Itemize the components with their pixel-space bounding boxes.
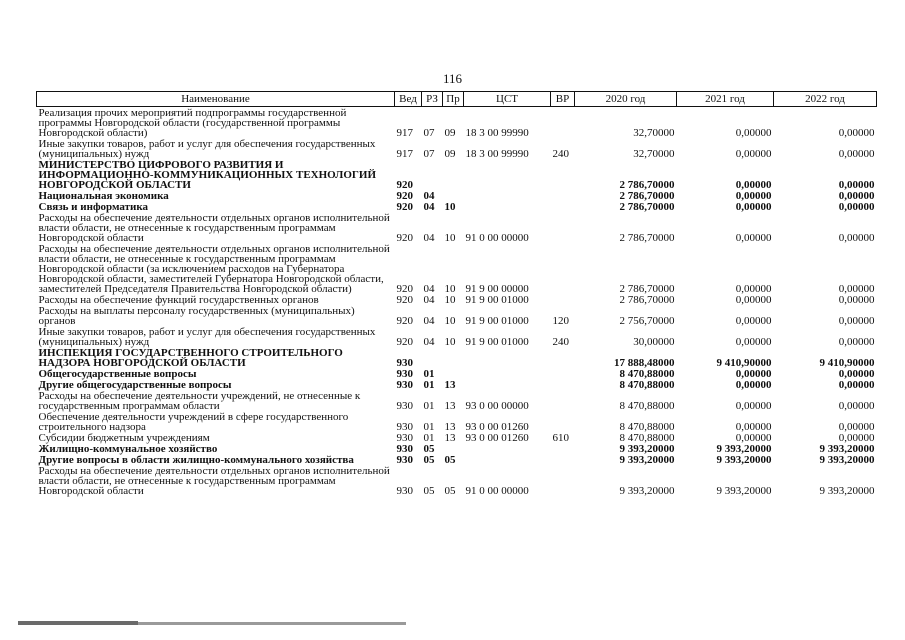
cell-2020: 9 393,20000	[619, 454, 675, 466]
cell-2020: 2 786,70000	[619, 283, 675, 295]
cell-2022: 9 393,20000	[819, 454, 875, 466]
cell-2021: 0,00000	[735, 368, 772, 380]
table-row	[37, 347, 877, 368]
cell-cst: 91 9 00 00000	[465, 283, 529, 295]
cell-vr: 240	[552, 148, 569, 160]
cell-2021: 0,00000	[735, 315, 772, 327]
cell-name: Расходы на обеспечение деятельности учреждений, не отнесенные к государственным программам области	[38, 390, 361, 412]
table-row	[37, 190, 877, 201]
cell-cst	[464, 443, 551, 454]
cell-cst: 18 3 00 99990	[465, 127, 529, 139]
cell-2021: 0,00000	[735, 379, 772, 391]
cell-cst: 93 0 00 01260	[465, 421, 529, 433]
cell-2020: 32,70000	[633, 148, 675, 160]
cell-rz: 04	[423, 294, 435, 306]
table-row	[37, 432, 877, 443]
cell-2022: 0,00000	[838, 432, 875, 444]
table-row	[37, 107, 877, 139]
cell-cst: 91 0 00 00000	[465, 232, 529, 244]
cell-cst	[464, 190, 551, 201]
cell-rz: 04	[423, 190, 435, 202]
cell-name: Расходы на обеспечение функций государственных органов	[38, 294, 319, 306]
cell-cst	[464, 201, 551, 212]
cell-2022: 0,00000	[838, 127, 875, 139]
cell-2021: 0,00000	[735, 127, 772, 139]
cell-rz: 05	[423, 485, 435, 497]
cell-vr	[551, 379, 575, 390]
header-cst: ЦСТ	[464, 92, 551, 107]
table-row	[37, 243, 877, 294]
cell-cst	[464, 454, 551, 465]
table-row	[37, 294, 877, 305]
cell-2021: 0,00000	[735, 179, 772, 191]
cell-2022: 0,00000	[838, 294, 875, 306]
cell-pr: 05	[444, 485, 456, 497]
cell-pr	[443, 159, 464, 190]
cell-cst: 18 3 00 99990	[465, 148, 529, 160]
table-row	[37, 443, 877, 454]
cell-pr: 10	[444, 201, 456, 213]
cell-vr	[551, 465, 575, 496]
cell-pr: 13	[444, 421, 456, 433]
cell-rz: 01	[423, 379, 435, 391]
cell-rz: 05	[423, 454, 435, 466]
cell-ved: 930	[396, 400, 413, 412]
cell-ved: 917	[396, 127, 413, 139]
cell-rz: 01	[423, 432, 435, 444]
cell-rz: 04	[423, 232, 435, 244]
cell-2022: 0,00000	[838, 368, 875, 380]
cell-name: МИНИСТЕРСТВО ЦИФРОВОГО РАЗВИТИЯ И ИНФОРМАЦИОННО-КОММУНИКАЦИОННЫХ ТЕХНОЛОГИЙ НОВГОРОДСКОЙ ОБЛАСТИ	[38, 159, 377, 191]
cell-pr: 13	[444, 400, 456, 412]
cell-rz	[422, 159, 443, 190]
table-body	[37, 107, 877, 497]
cell-name: Жилищно-коммунальное хозяйство	[38, 443, 218, 455]
cell-ved: 920	[396, 179, 413, 191]
cell-2022: 0,00000	[838, 283, 875, 295]
cell-2021: 0,00000	[735, 432, 772, 444]
cell-ved: 930	[396, 357, 413, 369]
cell-2020: 9 393,20000	[619, 443, 675, 455]
cell-2020: 2 786,70000	[619, 294, 675, 306]
cell-name: Общегосударственные вопросы	[38, 368, 197, 380]
cell-pr: 10	[444, 294, 456, 306]
table-header-row	[37, 92, 877, 107]
cell-rz: 04	[423, 201, 435, 213]
cell-vr	[551, 294, 575, 305]
cell-rz: 07	[423, 127, 435, 139]
cell-vr	[551, 190, 575, 201]
cell-2022: 0,00000	[838, 148, 875, 160]
cell-2022: 0,00000	[838, 421, 875, 433]
table-row	[37, 454, 877, 465]
cell-name: Национальная экономика	[38, 190, 169, 202]
cell-2020: 2 786,70000	[619, 190, 675, 202]
cell-2022: 9 410,90000	[819, 357, 875, 369]
cell-name: Расходы на выплаты персоналу государственных (муниципальных) органов	[38, 305, 355, 327]
cell-cst	[464, 159, 551, 190]
cell-rz: 01	[423, 421, 435, 433]
cell-vr	[551, 243, 575, 294]
cell-rz: 04	[423, 336, 435, 348]
cell-pr	[443, 443, 464, 454]
cell-2020: 2 786,70000	[619, 232, 675, 244]
cell-2022: 0,00000	[838, 179, 875, 191]
cell-2020: 8 470,88000	[619, 400, 675, 412]
table-row	[37, 368, 877, 379]
cell-2022: 0,00000	[838, 379, 875, 391]
header-vr: ВР	[551, 92, 575, 107]
cell-2020: 8 470,88000	[619, 368, 675, 380]
cell-name: Другие общегосударственные вопросы	[38, 379, 232, 391]
cell-pr	[443, 190, 464, 201]
table-row	[37, 159, 877, 190]
cell-ved: 920	[396, 232, 413, 244]
cell-2022: 0,00000	[838, 400, 875, 412]
cell-2022: 0,00000	[838, 201, 875, 213]
cell-2021: 0,00000	[735, 421, 772, 433]
cell-2021: 0,00000	[735, 400, 772, 412]
cell-pr: 09	[444, 127, 456, 139]
cell-2020: 2 786,70000	[619, 179, 675, 191]
cell-2020: 2 786,70000	[619, 201, 675, 213]
cell-rz: 04	[423, 315, 435, 327]
cell-pr	[443, 368, 464, 379]
cell-pr: 13	[444, 379, 456, 391]
cell-cst: 91 9 00 01000	[465, 315, 529, 327]
cell-vr	[551, 159, 575, 190]
cell-2021: 0,00000	[735, 232, 772, 244]
table-row	[37, 465, 877, 496]
cell-rz	[422, 347, 443, 368]
cell-vr	[551, 347, 575, 368]
cell-ved: 920	[396, 336, 413, 348]
cell-2020: 2 756,70000	[619, 315, 675, 327]
cell-pr: 10	[444, 315, 456, 327]
table-row	[37, 379, 877, 390]
cell-cst: 93 0 00 00000	[465, 400, 529, 412]
cell-cst: 91 0 00 00000	[465, 485, 529, 497]
header-pr: Пр	[443, 92, 464, 107]
cell-cst: 91 9 00 01000	[465, 336, 529, 348]
cell-vr	[551, 411, 575, 432]
cell-cst: 91 9 00 01000	[465, 294, 529, 306]
cell-pr	[443, 347, 464, 368]
cell-vr	[551, 212, 575, 243]
cell-rz: 05	[423, 443, 435, 455]
cell-2021: 0,00000	[735, 148, 772, 160]
cell-2022: 9 393,20000	[819, 443, 875, 455]
cell-name: Расходы на обеспечение деятельности отдельных органов исполнительной власти области, не отнесенные к государственным программам Новгородской области	[38, 212, 390, 244]
header-2021: 2021 год	[677, 92, 774, 107]
cell-ved: 930	[396, 432, 413, 444]
cell-pr: 09	[444, 148, 456, 160]
cell-ved: 920	[396, 315, 413, 327]
cell-name: Субсидии бюджетным учреждениям	[38, 432, 210, 444]
cell-name: Другие вопросы в области жилищно-коммунального хозяйства	[38, 454, 354, 466]
cell-cst	[464, 379, 551, 390]
cell-name: Обеспечение деятельности учреждений в сфере государственного строительного надзора	[38, 411, 349, 433]
cell-vr: 120	[552, 315, 569, 327]
cell-2021: 0,00000	[735, 201, 772, 213]
cell-2020: 8 470,88000	[619, 379, 675, 391]
cell-vr	[551, 443, 575, 454]
cell-pr: 10	[444, 283, 456, 295]
cell-cst	[464, 368, 551, 379]
cell-cst	[464, 347, 551, 368]
budget-table	[36, 91, 877, 496]
cell-vr	[551, 454, 575, 465]
table-row	[37, 305, 877, 326]
cell-2021: 9 393,20000	[716, 485, 772, 497]
cell-ved: 930	[396, 454, 413, 466]
cell-ved: 920	[396, 190, 413, 202]
cell-ved: 917	[396, 148, 413, 160]
header-name: Наименование	[37, 92, 395, 107]
cell-2021: 0,00000	[735, 283, 772, 295]
cell-ved: 930	[396, 379, 413, 391]
table-row	[37, 411, 877, 432]
cell-cst: 93 0 00 01260	[465, 432, 529, 444]
cell-2021: 9 393,20000	[716, 454, 772, 466]
cell-2022: 0,00000	[838, 336, 875, 348]
cell-pr: 05	[444, 454, 456, 466]
table-row	[37, 390, 877, 411]
cell-rz: 01	[423, 368, 435, 380]
cell-2020: 32,70000	[633, 127, 675, 139]
cell-ved: 930	[396, 421, 413, 433]
table-row	[37, 212, 877, 243]
page-number: 116	[442, 71, 463, 86]
cell-2021: 0,00000	[735, 190, 772, 202]
cell-name: Иные закупки товаров, работ и услуг для обеспечения государственных (муниципальных) нужд	[38, 138, 376, 160]
cell-vr	[551, 390, 575, 411]
cell-vr	[551, 201, 575, 212]
cell-2021: 0,00000	[735, 336, 772, 348]
footer-rule-dark	[18, 621, 138, 625]
table-row	[37, 201, 877, 212]
cell-pr: 13	[444, 432, 456, 444]
cell-rz: 07	[423, 148, 435, 160]
header-2020: 2020 год	[575, 92, 677, 107]
cell-2020: 17 888,48000	[614, 357, 675, 369]
cell-ved: 920	[396, 294, 413, 306]
cell-2022: 9 393,20000	[819, 485, 875, 497]
cell-ved: 920	[396, 201, 413, 213]
header-ved: Вед	[395, 92, 422, 107]
cell-rz: 04	[423, 283, 435, 295]
cell-name: Иные закупки товаров, работ и услуг для обеспечения государственных (муниципальных) нужд	[38, 326, 376, 348]
cell-ved: 930	[396, 443, 413, 455]
cell-vr	[551, 368, 575, 379]
cell-2020: 8 470,88000	[619, 421, 675, 433]
cell-2020: 30,00000	[633, 336, 675, 348]
cell-vr: 240	[552, 336, 569, 348]
cell-ved: 930	[396, 368, 413, 380]
header-rz: РЗ	[422, 92, 443, 107]
cell-vr	[551, 107, 575, 139]
cell-2022: 0,00000	[838, 190, 875, 202]
cell-name: Расходы на обеспечение деятельности отдельных органов исполнительной власти области, не отнесенные к государственным программам Новгородской области	[38, 465, 390, 497]
cell-name: ИНСПЕКЦИЯ ГОСУДАРСТВЕННОГО СТРОИТЕЛЬНОГО НАДЗОРА НОВГОРОДСКОЙ ОБЛАСТИ	[38, 347, 343, 369]
header-2022: 2022 год	[774, 92, 877, 107]
cell-2021: 0,00000	[735, 294, 772, 306]
cell-name: Связь и информатика	[38, 201, 149, 213]
cell-2022: 0,00000	[838, 232, 875, 244]
cell-pr: 10	[444, 336, 456, 348]
cell-pr: 10	[444, 232, 456, 244]
cell-vr: 610	[552, 432, 569, 444]
cell-2022: 0,00000	[838, 315, 875, 327]
table-row	[37, 326, 877, 347]
cell-ved: 920	[396, 283, 413, 295]
budget-table-wrapper	[36, 91, 876, 496]
cell-2020: 9 393,20000	[619, 485, 675, 497]
cell-2021: 9 393,20000	[716, 443, 772, 455]
cell-2020: 8 470,88000	[619, 432, 675, 444]
cell-rz: 01	[423, 400, 435, 412]
cell-name: Реализация прочих мероприятий подпрограммы государственной программы Новгородской области (государственной программы Новгородской области)	[38, 107, 347, 139]
cell-ved: 930	[396, 485, 413, 497]
cell-2021: 9 410,90000	[716, 357, 772, 369]
table-row	[37, 138, 877, 159]
cell-name: Расходы на обеспечение деятельности отдельных органов исполнительной власти области, не отнесенные к государственным программам Новгородской области (за исключением расходов на Губернатора Новгородской области, заместителей Губернатора Новгородской области, заместителей Председателя Правительства Новгородской области)	[38, 243, 390, 295]
